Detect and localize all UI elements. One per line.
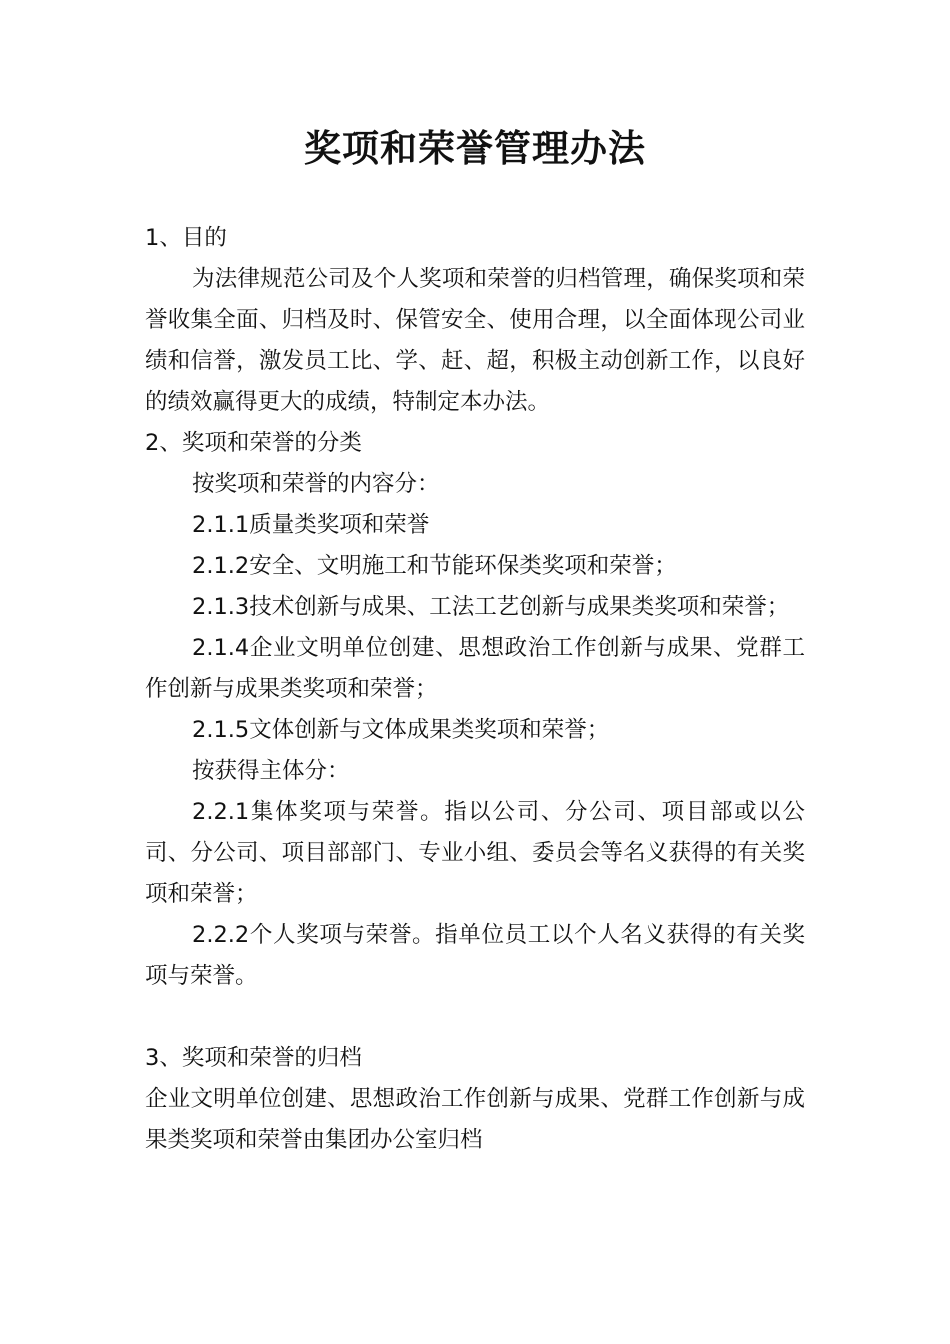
section-3-paragraph: 企业文明单位创建、思想政治工作创新与成果、党群工作创新与成果类奖项和荣誉由集团办公室归档 <box>145 1086 805 1153</box>
item-2-1-4: 2.1.4企业文明单位创建、思想政治工作创新与成果、党群工作创新与成果类奖项和荣誉； <box>145 635 805 702</box>
item-2-2-2: 2.2.2个人奖项与荣誉。指单位员工以个人名义获得的有关奖项与荣誉。 <box>145 922 805 989</box>
item-2-1-3: 2.1.3技术创新与成果、工法工艺创新与成果类奖项和荣誉； <box>192 594 790 620</box>
section-3-heading: 3、奖项和荣誉的归档 <box>145 1045 362 1071</box>
section-2-heading: 2、奖项和荣誉的分类 <box>145 430 362 456</box>
section-2-subheading-subject: 按获得主体分： <box>192 758 350 784</box>
section-1-paragraph: 为法律规范公司及个人奖项和荣誉的归档管理，确保奖项和荣誉收集全面、归档及时、保管安全、使用合理，以全面体现公司业绩和信誉，激发员工比、学、赶、超，积极主动创新工作，以良好的绩效赢得更大的成绩，特制定本办法。 <box>145 266 805 415</box>
blank-line <box>145 997 805 1038</box>
item-2-2-1: 2.2.1集体奖项与荣誉。指以公司、分公司、项目部或以公司、分公司、项目部部门、专业小组、委员会等名义获得的有关奖项和荣誉； <box>145 799 805 907</box>
item-2-1-5: 2.1.5文体创新与文体成果类奖项和荣誉； <box>192 717 610 743</box>
section-2-subheading-content: 按奖项和荣誉的内容分： <box>192 471 440 497</box>
document-title: 奖项和荣誉管理办法 <box>304 127 646 170</box>
document-body <box>145 218 805 1161</box>
item-2-1-1: 2.1.1质量类奖项和荣誉 <box>192 512 430 538</box>
item-2-1-2: 2.1.2安全、文明施工和节能环保类奖项和荣誉； <box>192 553 677 579</box>
section-1-heading: 1、目的 <box>145 225 227 251</box>
